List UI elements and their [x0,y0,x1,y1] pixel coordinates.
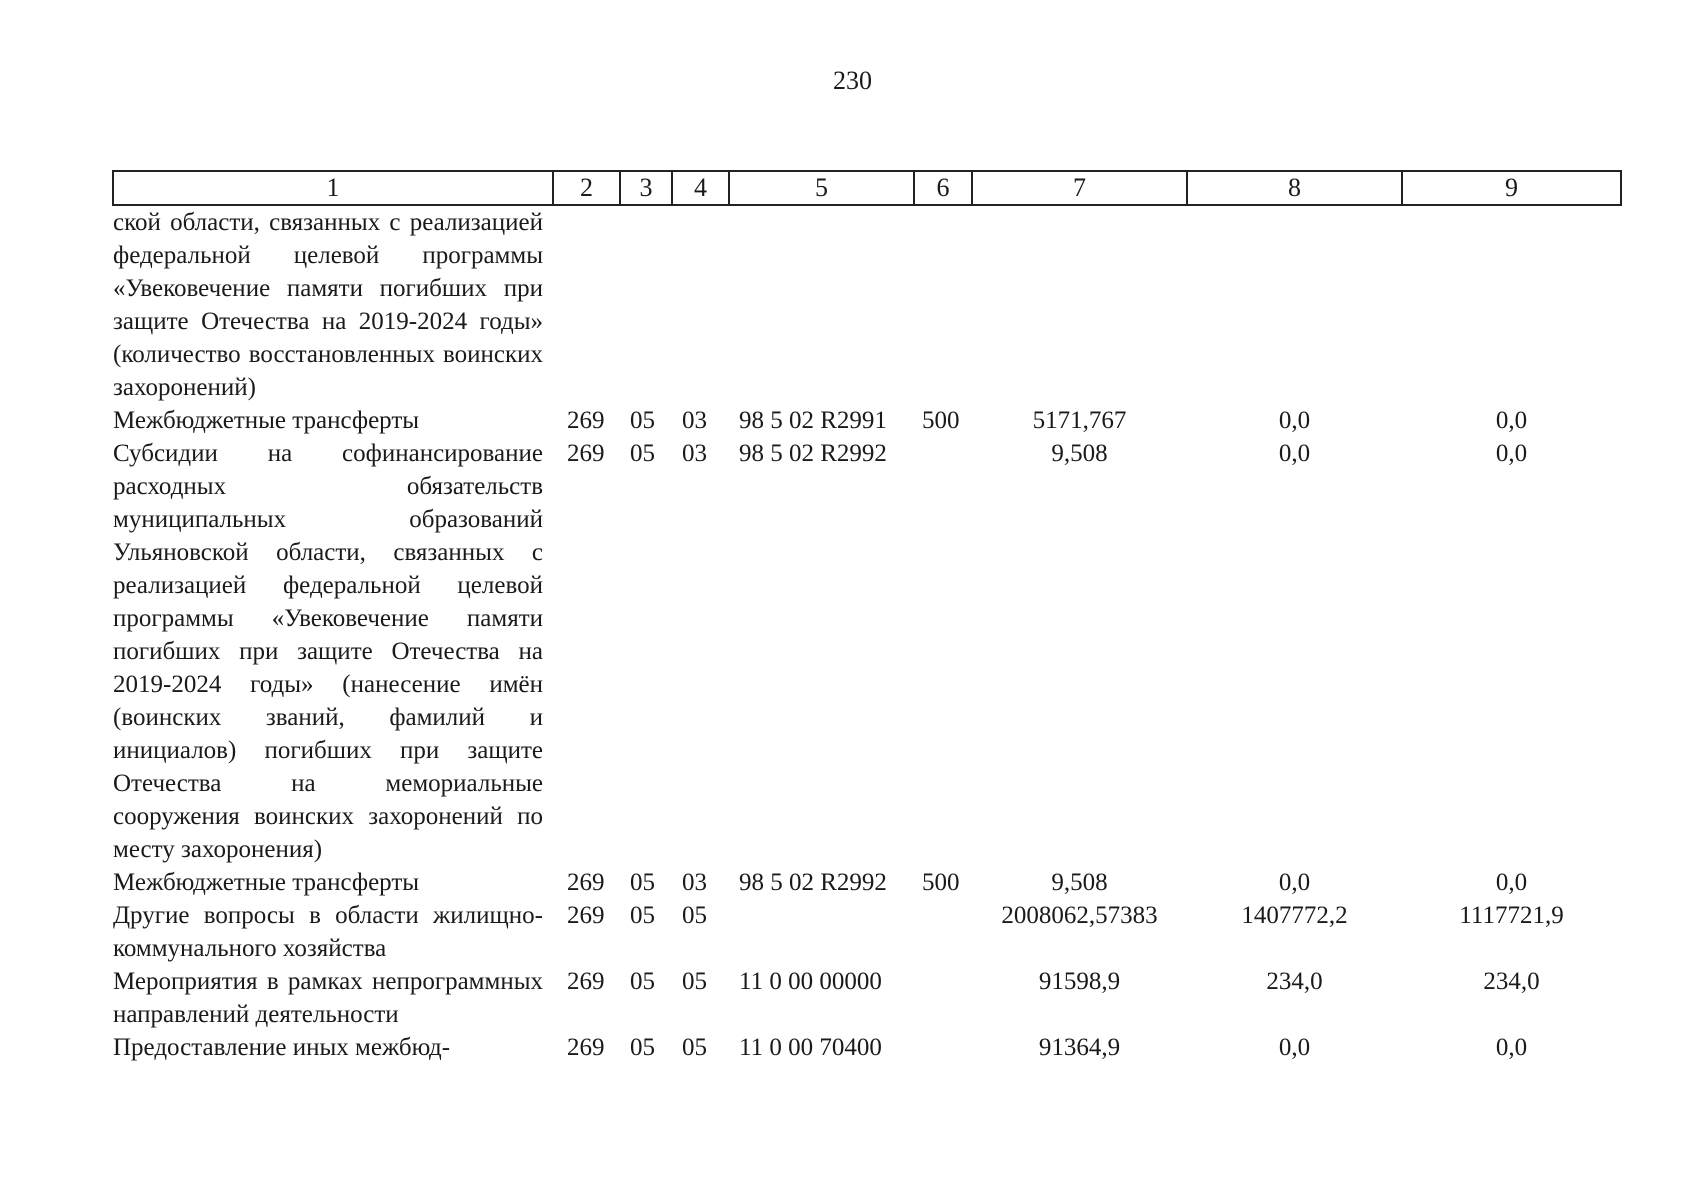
cell-col6 [914,899,972,965]
column-header-7: 7 [972,171,1187,205]
cell-col2: 269 [567,968,605,995]
cell-col9: 1117721,9 [1459,902,1564,929]
column-header-4: 4 [672,171,729,205]
cell-col3: 05 [630,1034,655,1061]
cell-col9 [1402,205,1621,404]
row-name: Межбюджетные трансферты [113,407,420,434]
cell-col6: 500 [922,869,960,896]
cell-col8: 0,0 [1278,407,1311,434]
cell-col4 [672,205,729,404]
cell-col7: 91364,9 [1038,1034,1121,1061]
cell-col7 [972,205,1187,404]
cell-col2: 269 [567,407,605,434]
cell-col6 [914,205,972,404]
cell-col2: 269 [567,869,605,896]
cell-col9: 0,0 [1495,869,1528,896]
cell-col6 [914,1031,972,1064]
cell-col2 [553,205,620,404]
cell-col8: 0,0 [1278,869,1311,896]
cell-col8: 0,0 [1278,1034,1311,1061]
row-name: Другие вопросы в области жилищно-коммунального хозяйства [113,902,543,962]
cell-col9: 0,0 [1495,1034,1528,1061]
column-header-1: 1 [113,171,553,205]
row-name: Мероприятия в рамках непрограммных направлений деятельности [113,968,543,1028]
column-header-8: 8 [1187,171,1402,205]
cell-col2: 269 [567,902,605,929]
cell-col3: 05 [630,902,655,929]
page-number: 230 [833,66,872,95]
cell-col3: 05 [630,968,655,995]
cell-col2: 269 [567,440,605,467]
cell-col5: 11 0 00 00000 [739,968,882,995]
cell-col3: 05 [630,440,655,467]
cell-col4: 03 [682,440,707,467]
cell-col7: 9,508 [1051,869,1108,896]
cell-col7: 2008062,57383 [1001,902,1158,929]
cell-col3: 05 [630,407,655,434]
cell-col3 [620,205,672,404]
row-name: Межбюджетные трансферты [113,869,420,896]
table-row [113,437,1621,866]
cell-col9: 234,0 [1483,968,1540,995]
cell-col9: 0,0 [1495,440,1528,467]
cell-col7: 5171,767 [1032,407,1127,434]
cell-col4: 03 [682,407,707,434]
table-row [113,205,1621,404]
cell-col5 [729,899,914,965]
cell-col7: 9,508 [1051,440,1108,467]
cell-col5: 98 5 02 R2991 [739,407,887,434]
cell-col8: 1407772,2 [1241,902,1348,929]
cell-col6: 500 [922,407,960,434]
table-row [113,899,1621,965]
cell-col2: 269 [567,1034,605,1061]
row-name: ской области, связанных с реализацией федеральной целевой программы «Увековечение памяти погибших при защите Отечества на 2019-2024 годы» (количество восстановленных воинских захоронений) [113,209,543,401]
table-row [113,1031,1621,1064]
column-header-3: 3 [620,171,672,205]
row-name: Субсидии на софинансирование расходных обязательств муниципальных образований Ульяновской области, связанных с реализацией федеральной целевой программы «Увековечение памяти погибших при защите Отечества на 2019-2024 годы» (нанесение имён (воинских званий, фамилий и инициалов) погибших при защите Отечества на мемориальные сооружения воинских захоронений по месту захоронения) [113,440,543,863]
cell-col6 [914,965,972,1031]
cell-col5: 11 0 00 70400 [739,1034,882,1061]
cell-col5 [729,205,914,404]
header-row [113,171,1621,205]
table-row [113,866,1621,899]
cell-col8: 234,0 [1266,968,1323,995]
cell-col4: 03 [682,869,707,896]
row-name: Предоставление иных межбюд- [113,1034,451,1061]
column-header-6: 6 [914,171,972,205]
table-row [113,404,1621,437]
cell-col4: 05 [682,902,707,929]
column-header-9: 9 [1402,171,1621,205]
table-row [113,965,1621,1031]
column-header-2: 2 [553,171,620,205]
budget-table-container [112,170,1620,1064]
cell-col5: 98 5 02 R2992 [739,869,887,896]
cell-col5: 98 5 02 R2992 [739,440,887,467]
cell-col4: 05 [682,968,707,995]
cell-col9: 0,0 [1495,407,1528,434]
budget-table [112,170,1622,1064]
cell-col7: 91598,9 [1038,968,1121,995]
cell-col8 [1187,205,1402,404]
cell-col8: 0,0 [1278,440,1311,467]
cell-col6 [914,437,972,866]
cell-col3: 05 [630,869,655,896]
cell-col4: 05 [682,1034,707,1061]
column-header-5: 5 [729,171,914,205]
